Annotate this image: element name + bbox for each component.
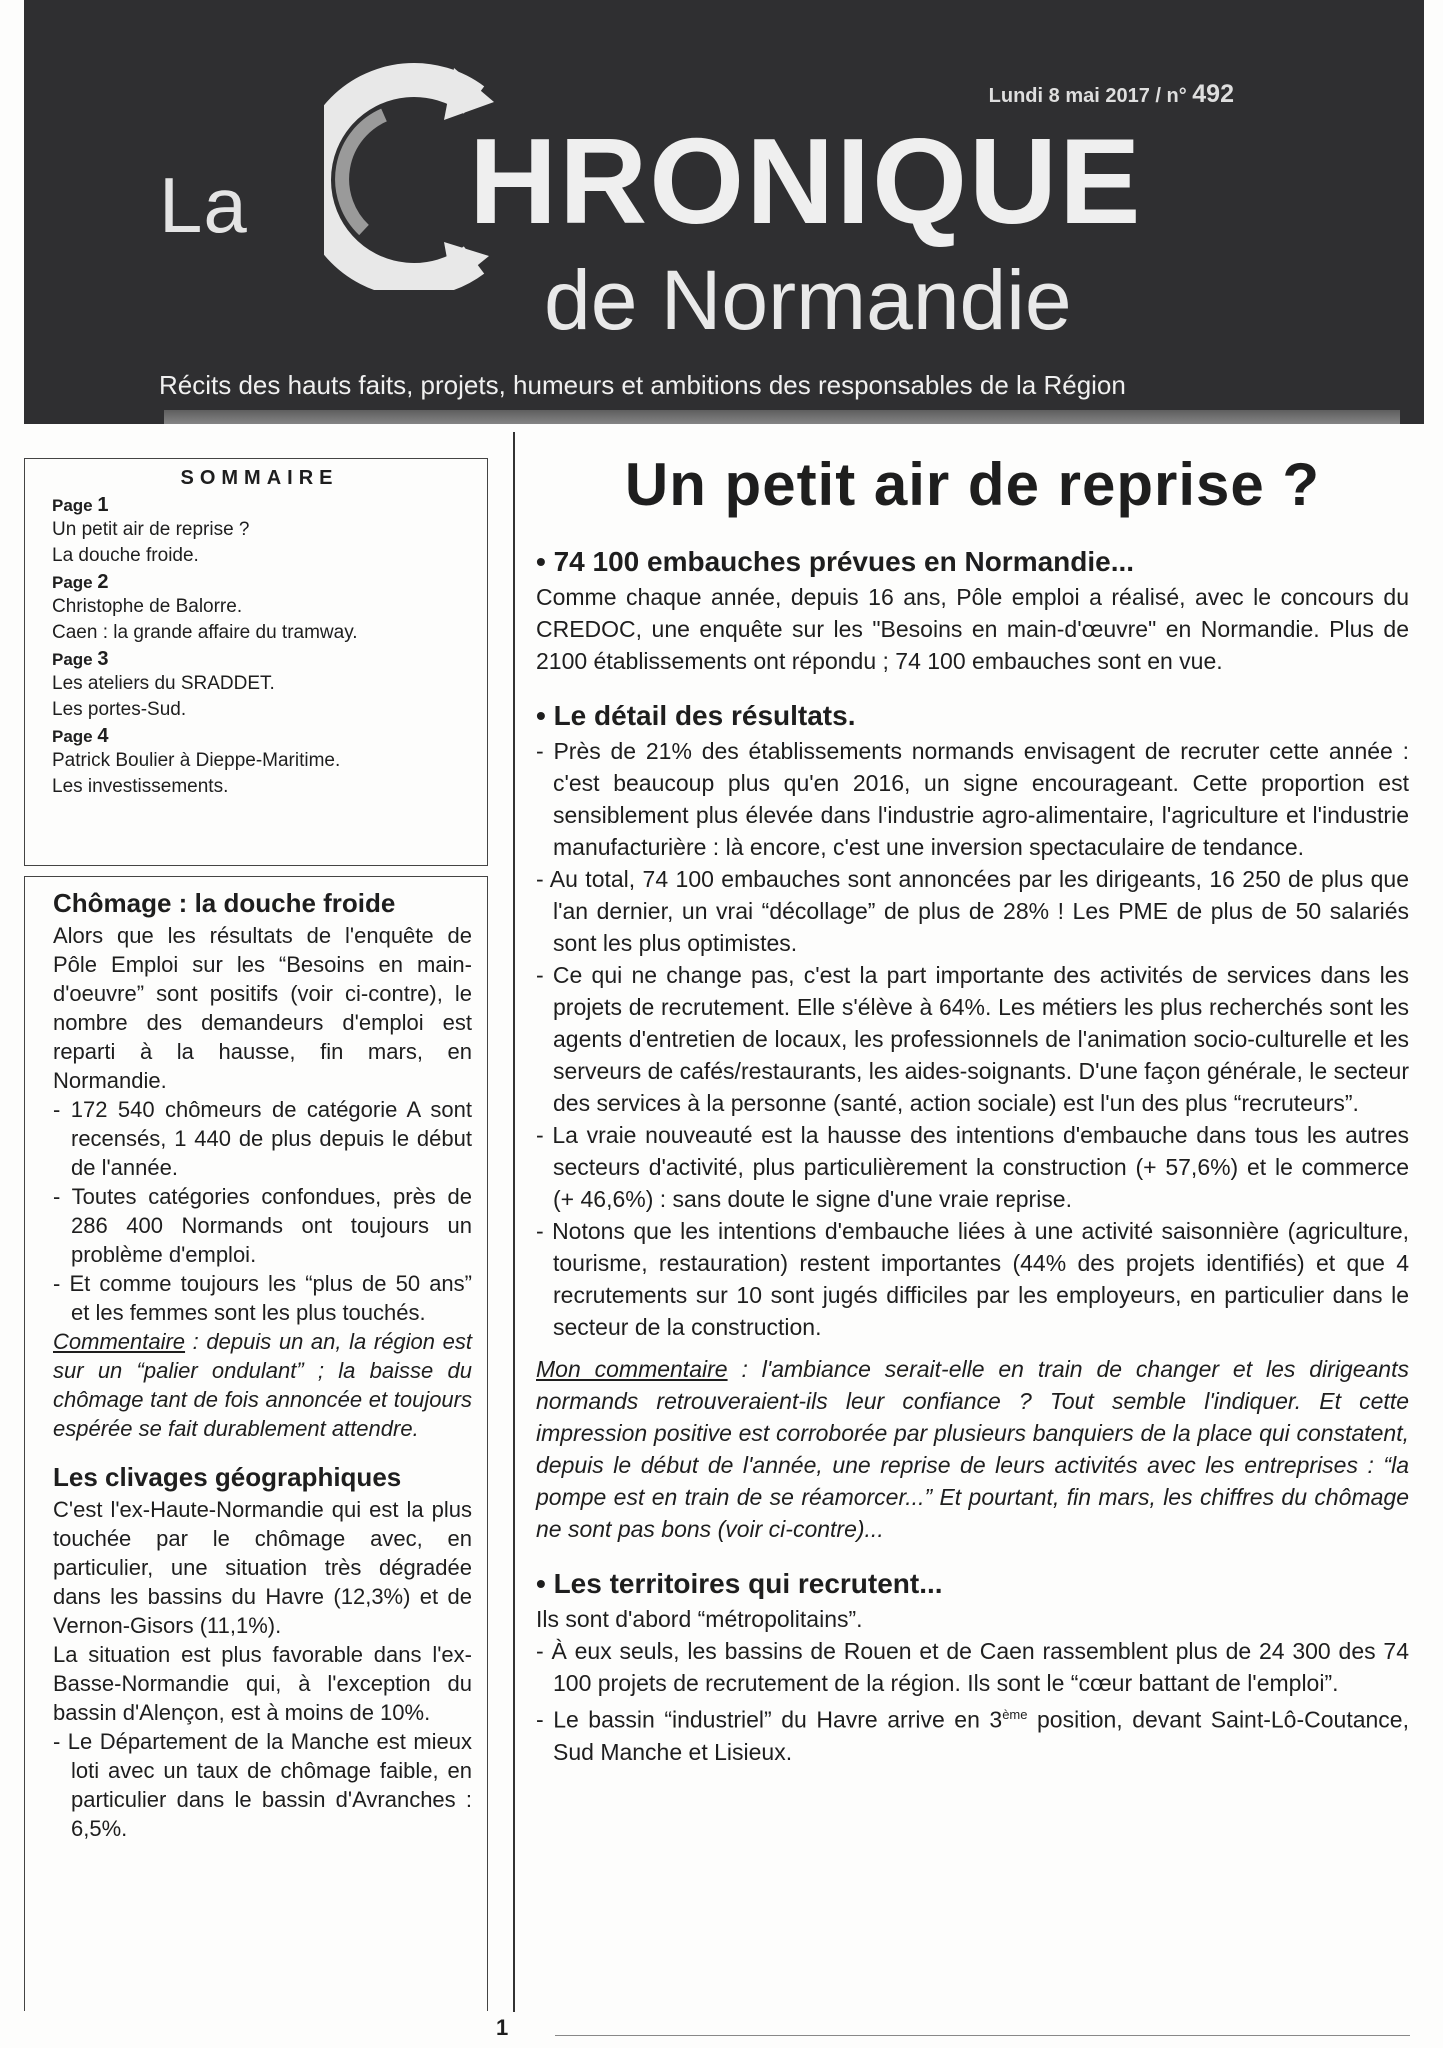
masthead bbox=[24, 0, 1424, 424]
section-heading-embauches: • 74 100 embauches prévues en Normandie... bbox=[536, 546, 1135, 577]
territoires-bullet: - Le bassin “industriel” du Havre arrive en 3ème position, devant Saint-Lô-Coutance, Sud Manche et Lisieux. bbox=[536, 1706, 1409, 1765]
sommaire-title: SOMMAIRE bbox=[180, 467, 339, 489]
left-column-box bbox=[24, 876, 488, 2011]
sommaire-page-label: Page 2 bbox=[52, 571, 109, 593]
title-la: La bbox=[159, 161, 248, 249]
chomage-bullet: - 172 540 chômeurs de catégorie A sont recensés, 1 440 de plus depuis le début de l'année. bbox=[53, 1097, 472, 1180]
section-text-embauches: Comme chaque année, depuis 16 ans, Pôle emploi a réalisé, avec le concours du CREDOC, une enquête sur les "Besoins en main-d'œuvre" en Normandie. Plus de 2100 établissements ont répondu ; 74 100 embauches sont en vue. bbox=[536, 584, 1409, 674]
sommaire-item[interactable]: Les portes-Sud. bbox=[52, 699, 187, 720]
mon-commentaire: Mon commentaire : l'ambiance serait-elle en train de changer et les dirigeants normands retrouveraient-ils leur confiance ? Tout semble l'indiquer. Et cette impression positive est corroborée par plusieurs banquiers de la place qui constatent, depuis le début de l'année, une reprise de leurs activités avec les entreprises : “la pompe est en train de se réamorcer...” Et pourtant, fin mars, les chiffres du chômage ne sont pas bons (voir ci-contre)... bbox=[536, 1356, 1409, 1542]
sommaire-item[interactable]: La douche froide. bbox=[52, 545, 199, 566]
title-de-normandie: de Normandie bbox=[544, 253, 1072, 347]
chomage-bullet: - Et comme toujours les “plus de 50 ans” et les femmes sont les plus touchés. bbox=[53, 1271, 472, 1325]
main-article bbox=[536, 450, 1409, 1768]
sommaire-box bbox=[24, 458, 488, 866]
comment-label: Commentaire bbox=[53, 1329, 186, 1354]
sommaire-page-label: Page 4 bbox=[52, 725, 109, 747]
sommaire-item[interactable]: Caen : la grande affaire du tramway. bbox=[52, 622, 358, 643]
sommaire-item[interactable]: Patrick Boulier à Dieppe-Maritime. bbox=[52, 750, 341, 771]
section-heading-territoires: • Les territoires qui recrutent... bbox=[536, 1568, 943, 1599]
issue-date: Lundi 8 mai 2017 / bbox=[988, 85, 1167, 107]
clivages-paragraph: C'est l'ex-Haute-Normandie qui est la plus touchée par le chômage avec, en particulier, une situation très dégradée dans les bassins du Havre (12,3%) et de Vernon-Gisors (11,1%). bbox=[53, 1497, 472, 1638]
issue-number: 492 bbox=[1192, 80, 1234, 108]
territoires-bullet: - À eux seuls, les bassins de Rouen et de Caen rassemblent plus de 24 300 des 74 100 projets de recrutement de la région. Ils sont le “cœur battant de l'emploi”. bbox=[536, 1638, 1409, 1696]
section-heading-resultats: • Le détail des résultats. bbox=[536, 700, 856, 731]
territoires-intro: Ils sont d'abord “métropolitains”. bbox=[536, 1606, 863, 1632]
page-number: 1 bbox=[496, 2015, 509, 2040]
clivages-paragraph: La situation est plus favorable dans l'ex-Basse-Normandie qui, à l'exception du bassin d'Alençon, est à moins de 10%. bbox=[53, 1642, 472, 1725]
chomage-heading: Chômage : la douche froide bbox=[53, 888, 396, 918]
sommaire-item[interactable]: Christophe de Balorre. bbox=[52, 596, 243, 617]
resultats-bullet: - Ce qui ne change pas, c'est la part importante des activités de services dans les projets de recrutement. Elle s'élève à 64%. Les métiers les plus recherchés sont les agents d'entretien de locaux, les professionnels de l'animation socio-culturelle et les serveurs de cafés/restaurants, les aides-soignants. D'une façon générale, le secteur des services à la personne (santé, action sociale) est l'un des plus “recruteurs”. bbox=[536, 962, 1409, 1116]
chomage-intro: Alors que les résultats de l'enquête de Pôle Emploi sur les “Besoins en main-d'oeuvre” sont positifs (voir ci-contre), le nombre des demandeurs d'emploi est reparti à la hausse, fin mars, en Normandie. bbox=[53, 923, 472, 1093]
tagline: Récits des hauts faits, projets, humeurs et ambitions des responsables de la Région bbox=[159, 370, 1126, 400]
title-chronique: HRONIQUE bbox=[469, 113, 1143, 249]
issue-number-label: n° bbox=[1166, 85, 1193, 107]
issue-info bbox=[989, 80, 1234, 109]
resultats-bullet: - Notons que les intentions d'embauche liées à une activité saisonnière (agriculture, tourisme, restauration) restent importantes (44% des projets identifiés) et que 4 recrutements sur 10 sont jugés difficiles par les employeurs, en particulier dans le secteur de la construction. bbox=[536, 1218, 1409, 1340]
sommaire-item[interactable]: Un petit air de reprise ? bbox=[52, 519, 250, 540]
sommaire-page-label: Page 1 bbox=[52, 494, 109, 516]
sommaire-page-label: Page 3 bbox=[52, 648, 109, 670]
clivages-bullet: - Le Département de la Manche est mieux loti avec un taux de chômage faible, en particulier dans le bassin d'Avranches : 6,5%. bbox=[53, 1729, 472, 1841]
headline: Un petit air de reprise ? bbox=[624, 451, 1321, 518]
resultats-bullet: - La vraie nouveauté est la hausse des intentions d'embauche dans tous les autres secteurs d'activité, plus particulièrement la construction (+ 57,6%) et le commerce (+ 46,6%) : sans doute le signe d'une vraie reprise. bbox=[536, 1122, 1409, 1212]
sommaire-item[interactable]: Les investissements. bbox=[52, 776, 229, 797]
masthead-strip bbox=[164, 410, 1400, 424]
mon-commentaire-label: Mon commentaire bbox=[536, 1356, 728, 1382]
chomage-comment: Commentaire : depuis un an, la région est sur un “palier ondulant” ; la baisse du chômage tant de fois annoncée et toujours espérée se fait durablement attendre. bbox=[53, 1329, 472, 1441]
resultats-bullet: - Au total, 74 100 embauches sont annoncées par les dirigeants, 16 250 de plus que l'an dernier, un vrai “décollage” de plus de 28% ! Les PME de plus de 50 salariés sont les plus optimistes. bbox=[536, 866, 1409, 956]
chomage-bullet: - Toutes catégories confondues, près de 286 400 Normands ont toujours un problème d'emploi. bbox=[53, 1184, 472, 1267]
sommaire-item[interactable]: Les ateliers du SRADDET. bbox=[52, 673, 275, 694]
bottom-rule bbox=[555, 2035, 1410, 2036]
clivages-heading: Les clivages géographiques bbox=[53, 1462, 402, 1492]
column-divider bbox=[513, 432, 515, 2012]
resultats-bullet: - Près de 21% des établissements normands envisagent de recruter cette année : c'est beaucoup plus qu'en 2016, un signe encourageant. Cette proportion est sensiblement plus élevée dans l'industrie agro-alimentaire, l'agriculture et l'industrie manufacturière : là encore, c'est une inversion spectaculaire de tendance. bbox=[536, 738, 1409, 860]
